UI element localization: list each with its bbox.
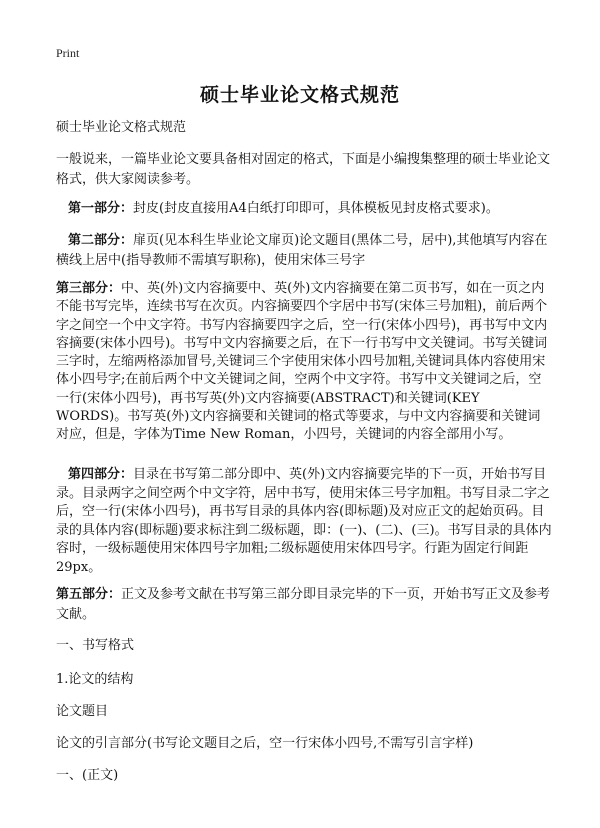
part4-label: 第四部分： [68,467,134,482]
part4-text: 目录在书写第二部分即中、英(外)文内容摘要完毕的下一页，开始书写目录。目录两字之间空两个中文字符，居中书写，使用宋体三号字加粗。书写目录二字之后，空一行(宋体小四号)，再书写目录的具体内容(即标题)及对应正文的起始页码。目录的具体内容(即标题)要求标注到二级标题，即：(一)、(二)、(三)。书写目录的具体内容时，一级标题使用宋体四号字加粗;二级标题使用宋体四号字。行距为固定行间距29px。 [56,467,552,575]
body-line: 一、(正文) [56,768,119,783]
subsection-heading: 1.论文的结构 [56,672,134,687]
part2-paragraph [56,231,552,271]
part5-paragraph [56,585,552,625]
part2-label: 第二部分： [68,233,134,248]
document-subtitle: 硕士毕业论文格式规范 [56,120,187,135]
part3-label: 第三部分： [56,281,122,296]
part1-label: 第一部分： [68,201,134,216]
part1-paragraph [56,199,552,219]
body-line: 论文题目 [56,704,109,719]
document-title: 硕士毕业论文格式规范 [199,84,400,106]
body-line: 论文的引言部分(书写论文题目之后，空一行宋体小四号,不需写引言字样) [56,736,474,751]
part5-label: 第五部分： [56,587,122,602]
part3-text: 中、英(外)文内容摘要中、英(外)文内容摘要在第二页书写，如在一页之内不能书写完毕，连续书写在次页。内容摘要四个字居中书写(宋体三号加粗)，前后两个字之间空一个中文字符。书写内容摘要四字之后，空一行(宋体小四号)，再书写中文内容摘要(宋体小四号)。书写中文内容摘要之后，在下一行书写中文关键词。书写关键词三字时，左缩两格添加冒号,关键词三个字使用宋体小四号加粗,关键词具体内容使用宋体小四号字;在前后两个中文关键词之间，空两个中文字符。书写中文关键词之后，空一行(宋体小四号)，再书写英(外)文内容摘要(ABSTRACT)和关键词(KEY WORDS)。书写英(外)文内容摘要和关键词的格式等要求，与中文内容摘要和关键词对应，但是，字体为Time New Roman，小四号，关键词的内容全部用小写。 [56,281,548,443]
part1-text: 封皮(封皮直接用A4白纸打印即可，具体模板见封皮格式要求)。 [133,201,499,216]
print-link[interactable]: Print [56,46,80,60]
part2-text: 扉页(见本科生毕业论文扉页)论文题目(黑体二号，居中),其他填写内容在横线上居中(指导教师不需填写职称)，使用宋体三号字 [56,233,548,268]
part5-text: 正文及参考文献在书写第三部分即目录完毕的下一页，开始书写正文及参考文献。 [56,587,551,622]
part3-paragraph [56,280,552,445]
section-heading: 一、书写格式 [56,638,135,653]
part4-paragraph [56,466,552,578]
intro-paragraph: 一般说来，一篇毕业论文要具备相对固定的格式，下面是小编搜集整理的硕士毕业论文格式，供大家阅读参考。 [56,152,551,187]
